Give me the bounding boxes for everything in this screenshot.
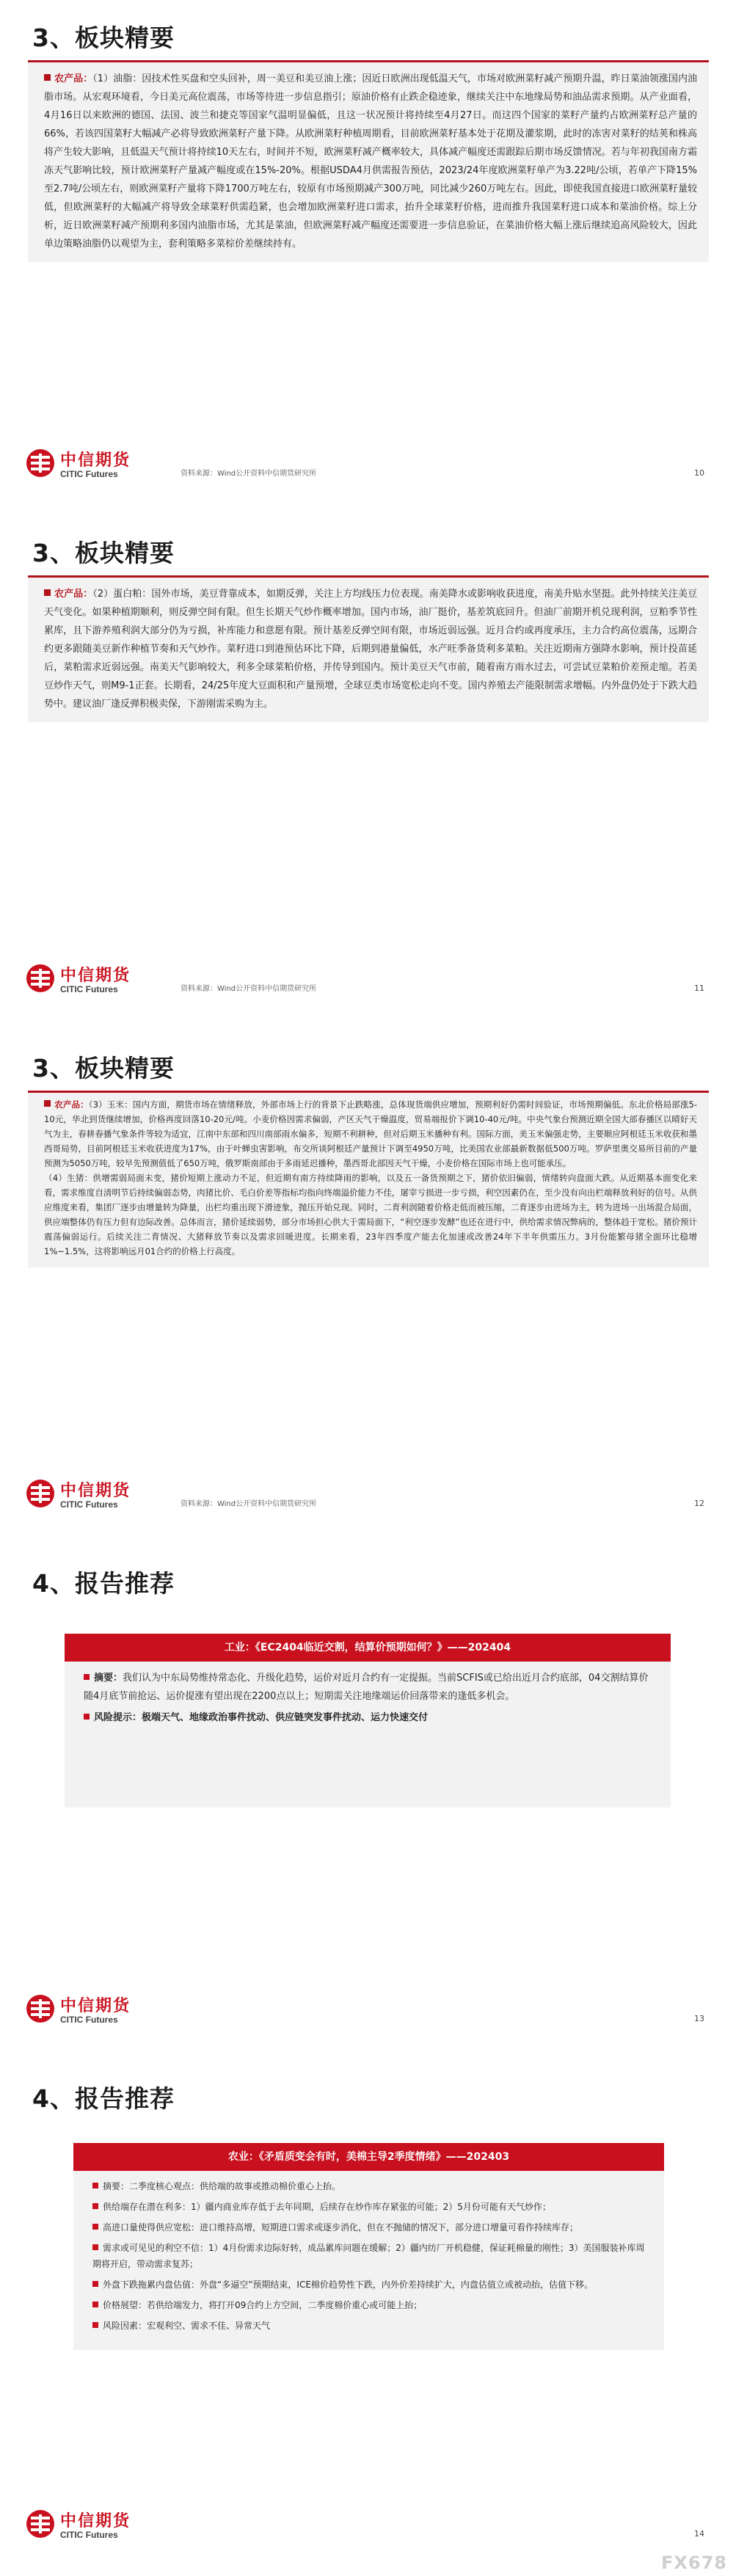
report-recommendation-box <box>73 2143 664 2350</box>
brand-name-en: CITIC Futures <box>60 2530 118 2540</box>
report-category: 农业： <box>227 2151 259 2163</box>
source-note: 资料来源：Wind公开资料中信期货研究所 <box>181 985 317 993</box>
list-item <box>92 2219 645 2235</box>
bullet-square-icon <box>92 2224 98 2230</box>
brand-name-cn: 中信期货 <box>60 966 131 985</box>
source-note: 资料来源：Wind公开资料中信期货研究所 <box>181 470 317 478</box>
content-box <box>28 1091 709 1267</box>
list-item <box>92 2178 645 2194</box>
page-number: 13 <box>694 2014 704 2023</box>
bullet-square-icon <box>92 2281 98 2287</box>
bullet-square-icon <box>44 74 51 81</box>
slide-title: 3、板块精要 <box>32 1054 175 1083</box>
bullet-square-icon <box>92 2244 98 2250</box>
list-item <box>84 1709 652 1727</box>
report-recommendation-box <box>65 1634 671 1808</box>
slide-title: 3、板块精要 <box>32 23 175 52</box>
bullet-square-icon <box>84 1714 90 1720</box>
page-number: 14 <box>694 2529 704 2539</box>
list-item <box>92 2240 645 2272</box>
citic-logo-icon <box>26 964 54 992</box>
bullet-square-icon <box>92 2302 98 2307</box>
report-title: 《EC2404临近交割，结算价预期如何？》——202404 <box>255 1642 511 1653</box>
bullet-square-icon <box>44 589 51 596</box>
item-text: 摘要：二季度核心观点：供给端的故事或推动棉价重心上抬。 <box>103 2181 341 2191</box>
report-header <box>65 1634 671 1662</box>
citic-logo-icon <box>26 1480 54 1507</box>
slide-title: 3、板块精要 <box>32 539 175 567</box>
brand-name-cn: 中信期货 <box>60 451 131 470</box>
page-number: 10 <box>694 468 704 478</box>
paragraph-text: （1）油脂：因技术性买盘和空头回补，周一美豆和美豆油上涨；因近日欧洲出现低温天气，市场对欧洲菜籽减产预期升温，昨日菜油领涨国内油脂市场。从宏观环境看，今日美元高位震荡，市场等待进一步信息指引；原油价格有止跌企稳迹象，继续关注中东地缘局势和油品需求预期。从产业面看，4月16日以来欧洲的德国、法国、波兰和捷克等国家气温明显偏低，且这一状况预计将持续至4月27日。而这四个国家的菜籽产量约占欧洲菜籽总产量的66%，若该四国菜籽大幅减产必将导致欧洲菜籽产量下降。从欧洲菜籽种植周期看，目前欧洲菜籽基本处于花期及灌浆期，此时的冻害对菜籽的结荚和株高将产生较大影响，且低温天气预计将持续10天左右，时间并不短，欧洲菜籽减产概率较大，具体减产幅度还需跟踪后期市场反馈情况。若与年初我国南方霜冻天气影响比较，预计欧洲菜籽产量减产幅度或在15%-20%。根据USDA4月供需报告预估，2023/24年度欧洲菜籽单产为3.22吨/公顷，若单产下降15%至2.7吨/公顷左右，则欧洲菜籽产量将下降1700万吨左右，较原有市场预期减产300万吨，同比减少260万吨左右。因此，即使我国直接进口欧洲菜籽量较低，但欧洲菜籽的大幅减产将导致全球菜籽供需趋紧，也会增加欧洲菜籽进口需求，抬升全球菜籽价格，进而推升我国菜籽进口成本和菜油价格。综上分析，近日欧洲菜籽减产预期利多国内油脂市场，尤其是菜油，但欧洲菜籽减产幅度还需要进一步信息验证，在菜油价格大幅上涨后继续追高风险较大，因此单边策略油脂仍以观望为主，套利策略多菜棕价差继续持有。 <box>44 73 697 250</box>
section-label: 农产品： <box>54 73 93 84</box>
slide-page-11 <box>0 515 736 1030</box>
footer <box>26 963 709 1000</box>
list-item <box>92 2297 645 2313</box>
list-item <box>92 2318 645 2334</box>
report-body <box>65 1662 671 1796</box>
page-number: 11 <box>694 983 704 993</box>
footer <box>26 2508 709 2545</box>
brand-name-en: CITIC Futures <box>60 984 118 994</box>
brand-name-en: CITIC Futures <box>60 469 118 479</box>
item-text: 极端天气、地缘政治事件扰动、供应链突发事件扰动、运力快速交付 <box>142 1712 429 1723</box>
item-text: 需求或可见见的利空不信：1）4月份需求边际好转，成品累库问题在缓解；2）疆内纺厂开机稳健，保证耗棉量的刚性；3）美国服装补库周期将开启，带动需求复苏； <box>92 2243 645 2269</box>
citic-logo-icon <box>26 2510 54 2538</box>
slide-title: 4、报告推荐 <box>32 2084 175 2113</box>
slide-page-14 <box>0 2061 736 2576</box>
list-item <box>92 2277 645 2293</box>
item-text: 高进口量使得供应宽松：进口维持高增，短期进口需求或逐步消化，但在不抛储的情况下，部分进口增量可看作持续库存； <box>103 2222 579 2233</box>
section-label: 农产品： <box>54 589 93 600</box>
source-note: 资料来源：Wind公开资料中信期货研究所 <box>181 1500 317 1508</box>
item-text: 外盘下跌拖累内盘估值：外盘“多逼空”预期结束，ICE棉价趋势性下跌，内外价差持续扩大，内盘估值立或被动抬，估值下移。 <box>103 2280 593 2290</box>
slide-title: 4、报告推荐 <box>32 1569 175 1598</box>
item-text: 供给端存在潜在利多：1）疆内商业库存低于去年同期，后续存在炒作库存紧张的可能；2）5月份可能有天气炒作； <box>103 2202 551 2212</box>
bullet-square-icon <box>92 2322 98 2328</box>
bullet-square-icon <box>92 2183 98 2188</box>
brand-name-cn: 中信期货 <box>60 1996 131 2015</box>
citic-logo-icon <box>26 1995 54 2023</box>
citic-logo-icon <box>26 449 54 477</box>
report-header <box>73 2143 664 2171</box>
list-item <box>84 1669 652 1706</box>
report-body <box>73 2171 664 2334</box>
footer <box>26 448 709 484</box>
content-box <box>28 60 709 262</box>
bullet-square-icon <box>44 1100 51 1107</box>
report-category: 工业： <box>224 1642 255 1653</box>
item-label: 摘要： <box>94 1673 123 1684</box>
item-label: 风险提示： <box>94 1712 142 1723</box>
footer <box>26 1478 709 1515</box>
list-item <box>92 2199 645 2215</box>
item-text: 我们认为中东局势维持常态化、升级化趋势，运价对近月合约有一定提振。当前SCFIS或已给出近月合约底部，04交割结算价随4月底节前抢运、运价提涨有望出现在2200点以上；短期需关注地缘端运价回落带来的逢低多机会。 <box>84 1673 649 1702</box>
paragraph-text: （2）蛋白粕：国外市场，美豆背靠成本，如期反弹，关注上方均线压力位表现。南美降水或影响收获进度，南美升贴水坚挺。此外持续关注美豆天气变化。如果种植期顺利，则反弹空间有限。但生长期天气炒作概率增加。国内市场，油厂挺价，基差筑底回升。但油厂前期开机兑现利润，豆粕季节性累库，且下游养殖利润大部分仍为亏损，补库能力和意愿有限。预计基差反弹空间有限，市场近弱远强。近月合约或再度承压，主力合约高位震荡，远期合约更多跟随美豆新作种植节奏和天气炒作。菜籽进口到港预估环比下降，后期到港量偏低，水产旺季备货利多菜粕。关注近期南方强降水影响，预计投苗延后，菜粕需求近弱远强。南美天气影响较大，利多全球菜粕价格，并传导到国内。预计美豆天气市前，随着南方雨水过去，可尝试豆菜粕价差预走缩。若美豆炒作天气，则M9-1正套。长期看，24/25年度大豆面积和产量预增，全球豆类市场宽松走向不变。国内养殖去产能限制需求增幅。内外盘仍处于下跌大趋势中。建议油厂逢反弹积极卖保，下游刚需采购为主。 <box>44 589 697 710</box>
brand-name-en: CITIC Futures <box>60 1499 118 1510</box>
content-box <box>28 575 709 722</box>
brand-name-cn: 中信期货 <box>60 2511 131 2530</box>
item-text: 风险因素：宏观利空、需求不佳、异常天气 <box>103 2321 271 2331</box>
bullet-square-icon <box>92 2203 98 2209</box>
slide-page-12 <box>0 1030 736 1546</box>
bullet-square-icon <box>84 1674 90 1680</box>
slide-page-10 <box>0 0 736 515</box>
report-title: 《矛盾质变会有时，美棉主导2季度情绪》——202403 <box>258 2151 510 2163</box>
paragraph <box>44 70 697 253</box>
section-label: 农产品： <box>54 1099 89 1110</box>
brand-name-cn: 中信期货 <box>60 1481 131 1500</box>
item-text: 价格展望：若供给端发力，将打开09合约上方空间，二季度棉价重心或可能上抬； <box>103 2300 423 2310</box>
brand-name-en: CITIC Futures <box>60 2015 118 2025</box>
paragraph <box>44 1097 697 1259</box>
footer <box>26 1993 709 2030</box>
page-number: 12 <box>694 1499 704 1508</box>
paragraph <box>44 585 697 713</box>
paragraph-text: （3）玉米：国内方面，期货市场在情绪释放，外部市场上行的背景下止跌略涨，总体现货端供应增加，预期利好仍需时间验证，市场预期偏低。东北价格局部涨5-10元，华北到货继续增加，价格再度回落10-20元/吨。小麦价格因需求偏弱，产区天气干燥温度，贸易端报价下调10-40元/吨。中央气象台预测近期全国大部春播区以晴好天气为主，春耕春播气象条件等较为适宜，江南中东部和四川南部雨水偏多，短期不利耕种，但对后期玉米播种有利。国际方面，美玉米偏强走势，主要顺应阿根廷玉米收获和墨西哥局势，目前阿根廷玉米收获进度为17%，由于叶蝉虫害影响，布交所谈阿根廷产量预计下调至4950万吨，比美国农业部最新数据低500万吨。罗萨里奥交易所目前的产量预测为5050万吨，较早先预测值低了650万吨，俄罗斯南部由于多雨延迟播种，墨西哥北部因天气干燥，小麦价格在国际市场上也可能承压。 （4）生猪：供增需弱局面未变，猪价短期上涨动力不足，但近期有南方持续降雨的影响，以及五一备货预期之下，猪价依旧偏弱，情绪转向盘面大跌。从近期基本面变化来看，需求维度自清明节后持续偏弱态势，肉猪比价、毛白价差等指标均指向终端溢价能力不佳，屠宰亏损进一步亏损，利空因素仍在，至少没有向出栏端释放利好的信号。从供应维度来看，集团厂逐步由增量转为降量，出栏均重出现下滑迹象，抛压开始兑现。同时，二育利润随着价格走低而被压缩，二育逐步由进场为主，转为进场一出场混合局面，供应端整体仍有压力但有边际改善。总体而言，猪价延续弱势，部分市场担心供大于需局面下，“利空逐步发酵”也还在进行中，供给需求情况弊病的，整体趋于宽松。猪价预计震荡偏弱运行。后续关注二育情况、大猪释放节奏以及需求回暖进度。长期来看，23年四季度产能去化加速或改善24年下半年供需压力。3月份能繁母猪全面环比稳增1%~1.5%，这将影响远月01合约的价格上行高度。 <box>44 1099 698 1256</box>
watermark: FX678 <box>661 2553 727 2573</box>
slide-page-13 <box>0 1546 736 2061</box>
